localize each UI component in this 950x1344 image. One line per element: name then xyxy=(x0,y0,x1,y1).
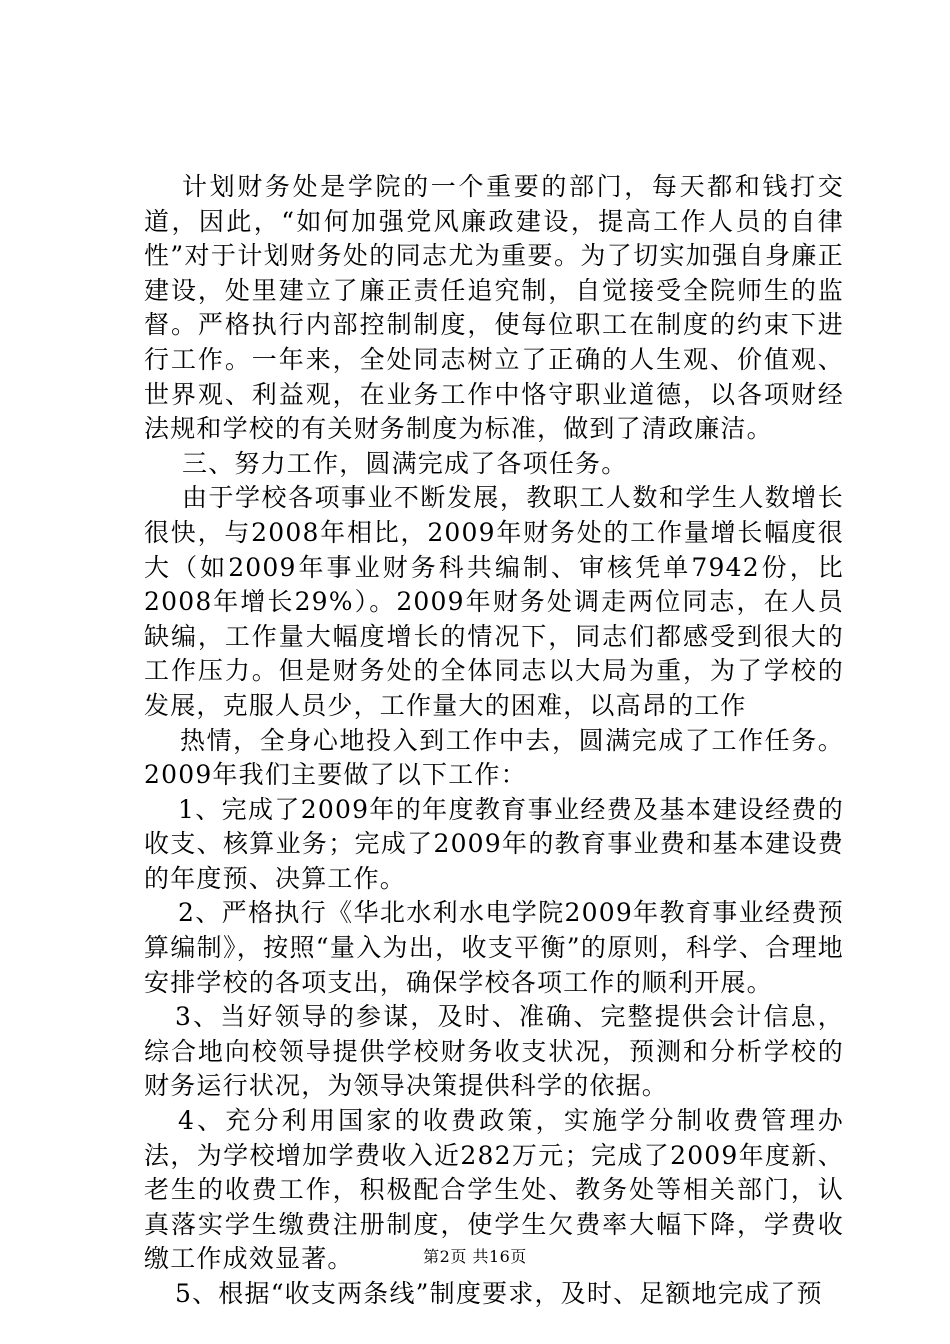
paragraph-workload: 由于学校各项事业不断发展，教职工人数和学生人数增长很快，与2008年相比，2009年财务处的工作量增长幅度很大（如2009年事业财务科共编制、审核凭单7942份，比2008年增长29%）。2009年财务处调走两位同志，在人员缺编，工作量大幅度增长的情况下，同志们都感受到很大的工作压力。但是财务处的全体同志以大局为重，为了学校的发展，克服人员少，工作量大的困难，以高昂的工作 xyxy=(144,483,844,720)
list-item-1: 1、完成了2009年的年度教育事业经费及基本建设经费的收支、核算业务；完成了2009年的教育事业费和基本建设费的年度预、决算工作。 xyxy=(144,794,844,893)
list-item-5: 5、根据“收支两条线”制度要求，及时、足额地完成了预 xyxy=(175,1279,823,1308)
list-item-4: 4、充分利用国家的收费政策，实施学分制收费管理办法，为学校增加学费收入近282万元；完成了2009年度新、老生的收费工作，积极配合学生处、教务处等相关部门，认真落实学生缴费注册制度，使学生欠费率大幅下降，学费收缴工作成效显著。 xyxy=(144,1106,844,1274)
section-heading-three: 三、努力工作，圆满完成了各项任务。 xyxy=(182,448,628,478)
list-item-3: 3、当好领导的参谋，及时、准确、完整提供会计信息，综合地向校领导提供学校财务收支状况，预测和分析学校的财务运行状况，为领导决策提供科学的依据。 xyxy=(144,1002,844,1101)
list-item-2: 2、严格执行《华北水利水电学院2009年教育事业经费预算编制》，按照“量入为出，收支平衡”的原则，科学、合理地安排学校的各项支出，确保学校各项工作的顺利开展。 xyxy=(144,898,844,997)
document-body xyxy=(144,170,844,1312)
paragraph-enthusiasm: 热情，全身心地投入到工作中去，圆满完成了工作任务。2009年我们主要做了以下工作： xyxy=(144,725,844,790)
paragraph-integrity: 计划财务处是学院的一个重要的部门，每天都和钱打交道，因此，“如何加强党风廉政建设，提高工作人员的自律性”对于计划财务处的同志尤为重要。为了切实加强自身廉正建设，处里建立了廉正责任追究制，自觉接受全院师生的监督。严格执行内部控制制度，使每位职工在制度的约束下进行工作。一年来，全处同志树立了正确的人生观、价值观、世界观、利益观，在业务工作中恪守职业道德，以各项财经法规和学校的有关财务制度为标准，做到了清政廉洁。 xyxy=(144,172,844,444)
page-footer: 第2页 共16页 xyxy=(423,1247,527,1266)
